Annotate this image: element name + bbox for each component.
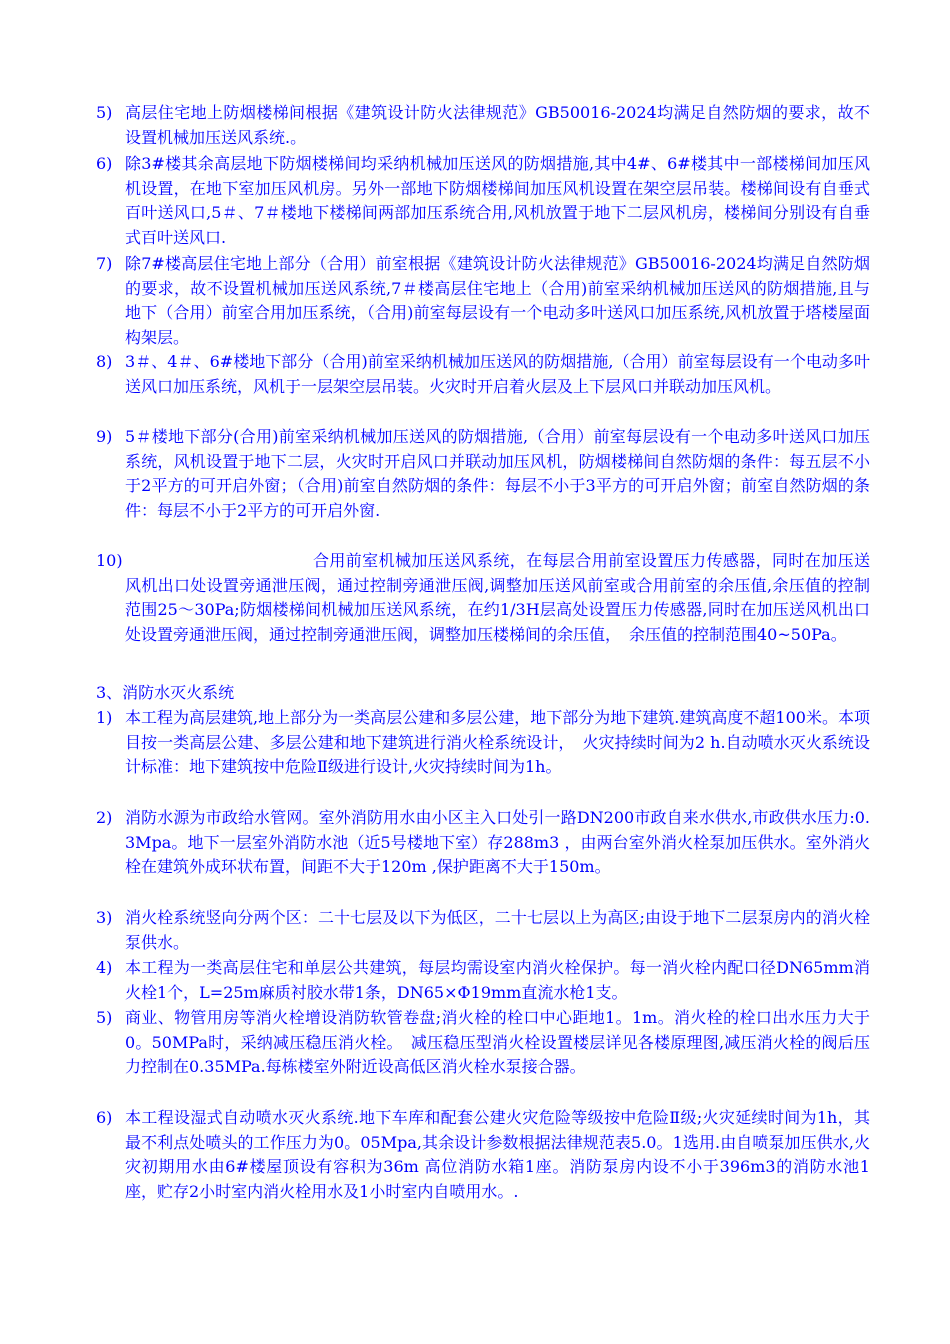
list-item-text: 本工程为高层建筑,地上部分为一类高层公建和多层公建，地下部分为地下建筑.建筑高度不超100米。本项目按一类高层公建、多层公建和地下建筑进行消火栓系统设计， 火灾持续时间为2 h.自动喷水灭火系统设计标准：地下建筑按中危险Ⅱ级进行设计,火灾持续时间为1h。 xyxy=(125,708,870,776)
list-item-number: 4) xyxy=(96,958,113,977)
list-item-text: 5＃楼地下部分(合用)前室采纳机械加压送风的防烟措施,（合用）前室每层设有一个电动多叶送风口加压系统，风机设置于地下二层，火灾时开启风口并联动加压风机，防烟楼梯间自然防烟的条件：每五层不小于2平方的可开启外窗；（合用)前室自然防烟的条件：每层不小于3平方的可开启外窗；前室自然防烟的条件：每层不小于2平方的可开启外窗. xyxy=(125,427,870,520)
list-item-number: 10) xyxy=(96,551,123,570)
list-item-text: 消防水源为市政给水管网。室外消防用水由小区主入口处引一路DN200市政自来水供水,市政供水压力:0.3Mpa。地下一层室外消防水池（近5号楼地下室）存288m3 ，由两台室外消火栓泵加压供水。室外消火栓在建筑外成环状布置，间距不大于120m ,保护距离不大于150m。 xyxy=(125,808,870,876)
list-item-number: 8) xyxy=(96,352,113,371)
list-item-number: 1) xyxy=(96,708,113,727)
list-item-text: 除7#楼高层住宅地上部分（合用）前室根据《建筑设计防火法律规范》GB50016-2024均满足自然防烟的要求，故不设置机械加压送风系统,7＃楼高层住宅地上（合用)前室采纳机械加压送风的防烟措施,且与地下（合用）前室合用加压系统，（合用)前室每层设有一个电动多叶送风口加压系统,风机放置于塔楼屋面构架层。 xyxy=(125,254,870,347)
list-item-number: 5) xyxy=(96,103,113,122)
list-item-number: 2) xyxy=(96,808,113,827)
list-item-number: 5) xyxy=(96,1008,113,1027)
list-item-text: 本工程设湿式自动喷水灭火系统.地下车库和配套公建火灾危险等级按中危险Ⅱ级;火灾延续时间为1h，其最不利点处喷头的工作压力为0。05Mpa,其余设计参数根据法律规范表5.0。1选用.由自喷泵加压供水,火灾初期用水由6#楼屋顶设有容积为36m 高位消防水箱1座。消防泵房内设不小于396m3的消防水池1座，贮存2小时室内消火栓用水及1小时室内自喷用水。. xyxy=(125,1108,870,1201)
list-item-text: 消火栓系统竖向分两个区：二十七层及以下为低区，二十七层以上为高区;由设于地下二层泵房内的消火栓泵供水。 xyxy=(125,908,870,952)
section-title: 3、消防水灭火系统 xyxy=(96,683,235,702)
list-item-text: 本工程为一类高层住宅和单层公共建筑，每层均需设室内消火栓保护。每一消火栓内配口径DN65mm消火栓1个，L=25m麻质衬胶水带1条，DN65×Φ19mm直流水枪1支。 xyxy=(125,958,870,1002)
list-item-text: 除3#楼其余高层地下防烟楼梯间均采纳机械加压送风的防烟措施,其中4#、6#楼其中一部楼梯间加压风机设置，在地下室加压风机房。另外一部地下防烟楼梯间加压风机设置在架空层吊装。楼梯间设有自垂式百叶送风口,5＃、7＃楼地下楼梯间两部加压系统合用,风机放置于地下二层风机房，楼梯间分别设有自垂式百叶送风口. xyxy=(125,154,870,247)
list-item-number: 3) xyxy=(96,908,113,927)
list-item-number: 7) xyxy=(96,254,113,273)
list-item-text: 合用前室机械加压送风系统，在每层合用前室设置压力传感器，同时在加压送风机出口处设置旁通泄压阀，通过控制旁通泄压阀,调整加压送风前室或合用前室的余压值,余压值的控制范围25～30Pa;防烟楼梯间机械加压送风系统，在约1/3H层高处设置压力传感器,同时在加压送风机出口处设置旁通泄压阀，通过控制旁通泄压阀，调整加压楼梯间的余压值， 余压值的控制范围40~50Pa。 xyxy=(125,551,870,644)
list-item-text: 高层住宅地上防烟楼梯间根据《建筑设计防火法律规范》GB50016-2024均满足自然防烟的要求，故不设置机械加压送风系统.。 xyxy=(125,103,870,147)
list-item-number: 6) xyxy=(96,154,113,173)
list-item-text: 商业、物管用房等消火栓增设消防软管卷盘;消火栓的栓口中心距地1。1m。消火栓的栓口出水压力大于0。50MPa时，采纳减压稳压消火栓。 减压稳压型消火栓设置楼层详见各楼原理图,减压消火栓的阀后压力控制在0.35MPa.每栋楼室外附近设高低区消火栓水泵接合器。 xyxy=(125,1008,870,1076)
list-item-text: 3＃、4＃、6#楼地下部分（合用)前室采纳机械加压送风的防烟措施,（合用）前室每层设有一个电动多叶送风口加压系统，风机于一层架空层吊装。火灾时开启着火层及上下层风口并联动加压风机。 xyxy=(125,352,870,396)
list-item-number: 9) xyxy=(96,427,113,446)
list-item-number: 6) xyxy=(96,1108,113,1127)
